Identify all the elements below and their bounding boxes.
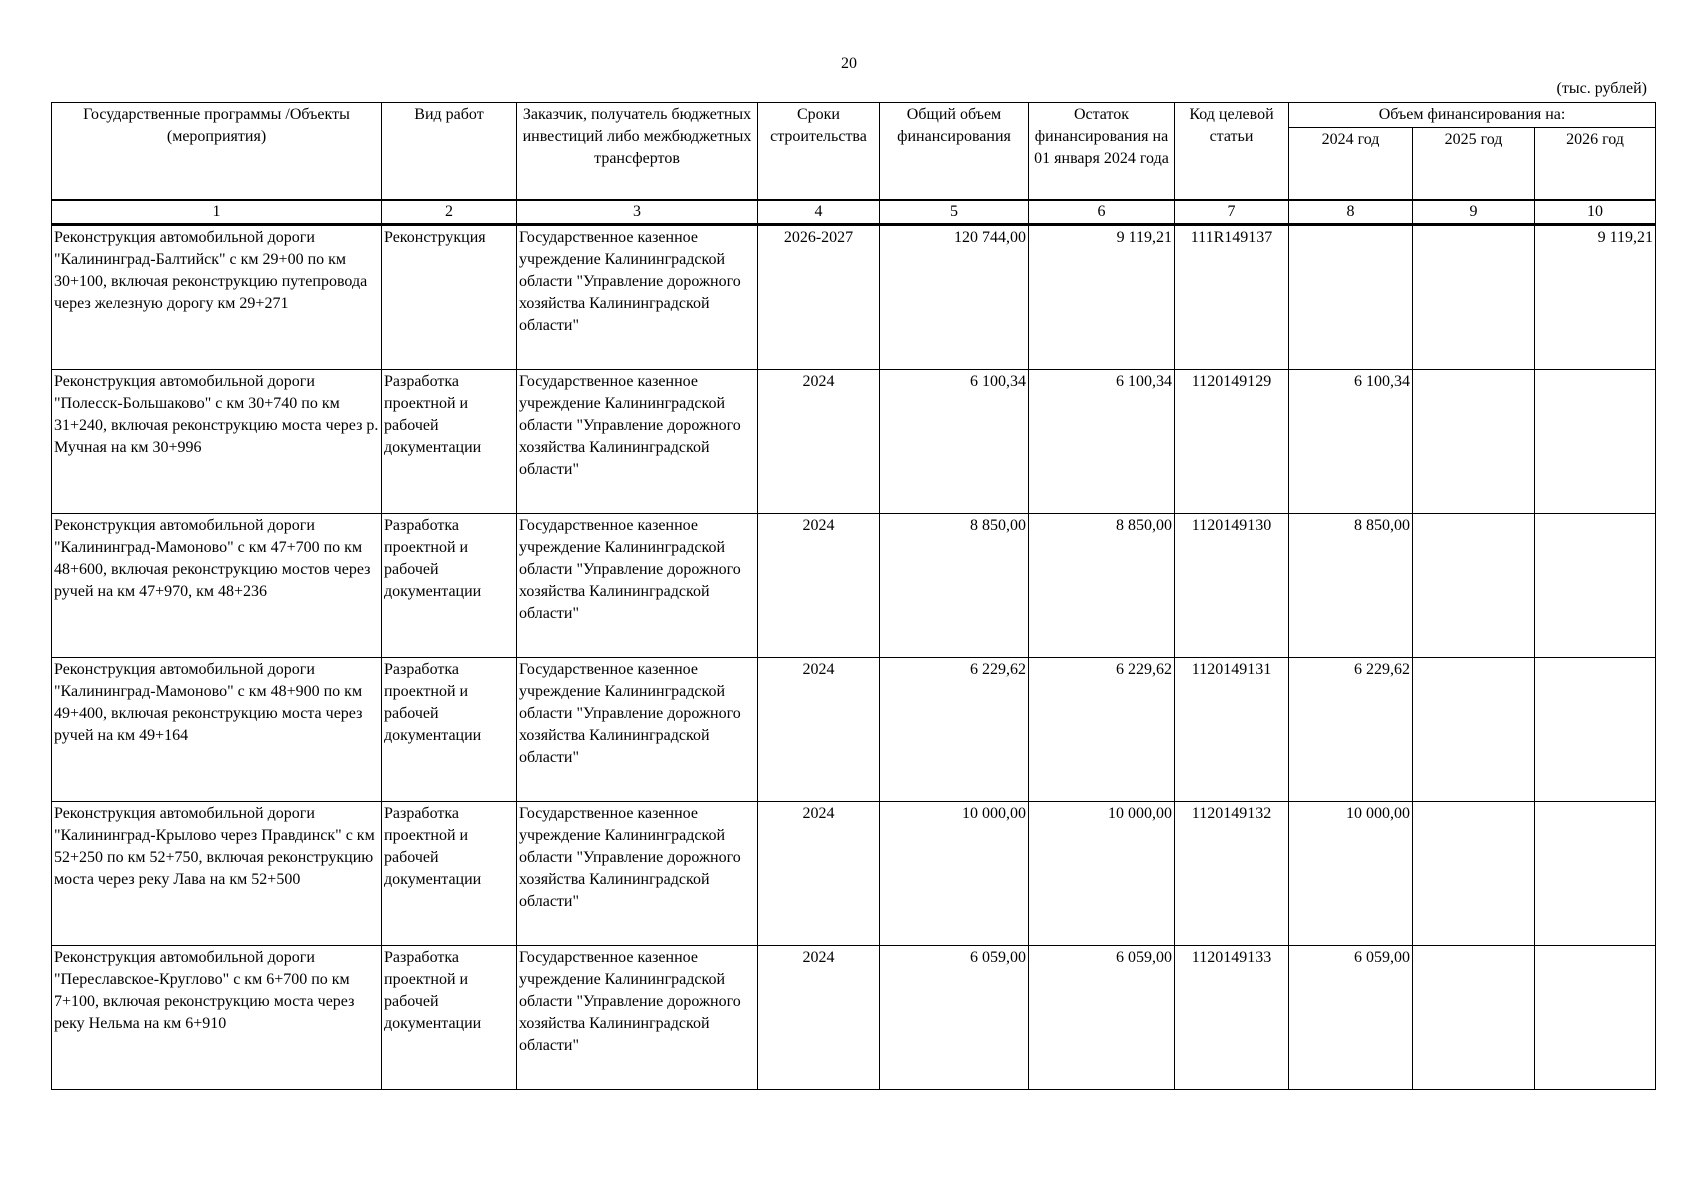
- remaining-cell: 6 059,00: [1029, 945, 1175, 1089]
- table-body: [52, 224, 1656, 1089]
- amount-2026-cell: [1535, 513, 1656, 657]
- code-cell: 1120149130: [1175, 513, 1289, 657]
- header-objects: Государственные программы /Объекты (мероприятия): [52, 103, 382, 200]
- work-type-cell: Разработка проектной и рабочей документации: [382, 513, 517, 657]
- total-cell: 6 059,00: [880, 945, 1029, 1089]
- total-cell: 120 744,00: [880, 224, 1029, 369]
- amount-2025-cell: [1413, 657, 1535, 801]
- column-number: 9: [1413, 200, 1535, 225]
- term-cell: 2024: [758, 513, 880, 657]
- amount-2024-cell: 6 100,34: [1289, 369, 1413, 513]
- remaining-cell: 10 000,00: [1029, 801, 1175, 945]
- work-type-cell: Реконструкция: [382, 224, 517, 369]
- code-cell: 1120149129: [1175, 369, 1289, 513]
- term-cell: 2024: [758, 801, 880, 945]
- object-cell: Реконструкция автомобильной дороги "Калининград-Балтийск" с км 29+00 по км 30+100, включая реконструкцию путепровода через железную дорогу км 29+271: [52, 224, 382, 369]
- customer-cell: Государственное казенное учреждение Калининградской области "Управление дорожного хозяйства Калининградской области": [517, 945, 758, 1089]
- code-cell: 1120149132: [1175, 801, 1289, 945]
- column-number: 10: [1535, 200, 1656, 225]
- table-row: [52, 801, 1656, 945]
- column-number-row: [52, 200, 1656, 225]
- header-customer: Заказчик, получатель бюджетных инвестиций либо межбюджетных трансфертов: [517, 103, 758, 200]
- total-cell: 8 850,00: [880, 513, 1029, 657]
- financing-table: [51, 102, 1656, 1090]
- header-remaining-financing: Остаток финансирования на 01 января 2024 года: [1029, 103, 1175, 200]
- amount-2025-cell: [1413, 513, 1535, 657]
- column-number: 7: [1175, 200, 1289, 225]
- amount-2025-cell: [1413, 945, 1535, 1089]
- work-type-cell: Разработка проектной и рабочей документации: [382, 369, 517, 513]
- amount-2024-cell: 6 229,62: [1289, 657, 1413, 801]
- table-row: [52, 657, 1656, 801]
- remaining-cell: 8 850,00: [1029, 513, 1175, 657]
- object-cell: Реконструкция автомобильной дороги "Калининград-Мамоново" с км 48+900 по км 49+400, включая реконструкцию моста через ручей на км 49+164: [52, 657, 382, 801]
- work-type-cell: Разработка проектной и рабочей документации: [382, 801, 517, 945]
- header-financing-group: Объем финансирования на:: [1289, 103, 1656, 128]
- term-cell: 2024: [758, 945, 880, 1089]
- term-cell: 2026-2027: [758, 224, 880, 369]
- amount-2026-cell: [1535, 945, 1656, 1089]
- header-year-2024: 2024 год: [1289, 128, 1413, 200]
- units-note: (тыс. рублей): [1556, 80, 1647, 97]
- column-number: 3: [517, 200, 758, 225]
- header-work-type: Вид работ: [382, 103, 517, 200]
- column-number: 5: [880, 200, 1029, 225]
- table-header: [52, 103, 1656, 225]
- total-cell: 6 229,62: [880, 657, 1029, 801]
- term-cell: 2024: [758, 657, 880, 801]
- code-cell: 111R149137: [1175, 224, 1289, 369]
- object-cell: Реконструкция автомобильной дороги "Калининград-Крылово через Правдинск" с км 52+250 по км 52+750, включая реконструкцию моста через реку Лава на км 52+500: [52, 801, 382, 945]
- header-total-financing: Общий объем финансирования: [880, 103, 1029, 200]
- table-row: [52, 945, 1656, 1089]
- object-cell: Реконструкция автомобильной дороги "Переславское-Круглово" с км 6+700 по км 7+100, включая реконструкцию моста через реку Нельма на км 6+910: [52, 945, 382, 1089]
- remaining-cell: 6 100,34: [1029, 369, 1175, 513]
- amount-2026-cell: 9 119,21: [1535, 224, 1656, 369]
- amount-2026-cell: [1535, 657, 1656, 801]
- customer-cell: Государственное казенное учреждение Калининградской области "Управление дорожного хозяйства Калининградской области": [517, 657, 758, 801]
- page-number: 20: [841, 55, 857, 72]
- amount-2024-cell: 6 059,00: [1289, 945, 1413, 1089]
- table-row: [52, 513, 1656, 657]
- work-type-cell: Разработка проектной и рабочей документации: [382, 945, 517, 1089]
- customer-cell: Государственное казенное учреждение Калининградской области "Управление дорожного хозяйства Калининградской области": [517, 801, 758, 945]
- amount-2024-cell: 8 850,00: [1289, 513, 1413, 657]
- header-construction-term: Сроки строительства: [758, 103, 880, 200]
- table-row: [52, 224, 1656, 369]
- total-cell: 6 100,34: [880, 369, 1029, 513]
- remaining-cell: 6 229,62: [1029, 657, 1175, 801]
- customer-cell: Государственное казенное учреждение Калининградской области "Управление дорожного хозяйства Калининградской области": [517, 369, 758, 513]
- term-cell: 2024: [758, 369, 880, 513]
- header-year-2025: 2025 год: [1413, 128, 1535, 200]
- amount-2025-cell: [1413, 224, 1535, 369]
- amount-2026-cell: [1535, 369, 1656, 513]
- amount-2024-cell: 10 000,00: [1289, 801, 1413, 945]
- amount-2024-cell: [1289, 224, 1413, 369]
- object-cell: Реконструкция автомобильной дороги "Полесск-Большаково" с км 30+740 по км 31+240, включая реконструкцию моста через р. Мучная на км 30+996: [52, 369, 382, 513]
- customer-cell: Государственное казенное учреждение Калининградской области "Управление дорожного хозяйства Калининградской области": [517, 513, 758, 657]
- amount-2026-cell: [1535, 801, 1656, 945]
- table-row: [52, 369, 1656, 513]
- header-target-code: Код целевой статьи: [1175, 103, 1289, 200]
- work-type-cell: Разработка проектной и рабочей документации: [382, 657, 517, 801]
- amount-2025-cell: [1413, 801, 1535, 945]
- column-number: 2: [382, 200, 517, 225]
- customer-cell: Государственное казенное учреждение Калининградской области "Управление дорожного хозяйства Калининградской области": [517, 224, 758, 369]
- header-year-2026: 2026 год: [1535, 128, 1656, 200]
- column-number: 1: [52, 200, 382, 225]
- column-number: 8: [1289, 200, 1413, 225]
- code-cell: 1120149131: [1175, 657, 1289, 801]
- amount-2025-cell: [1413, 369, 1535, 513]
- column-number: 6: [1029, 200, 1175, 225]
- code-cell: 1120149133: [1175, 945, 1289, 1089]
- remaining-cell: 9 119,21: [1029, 224, 1175, 369]
- total-cell: 10 000,00: [880, 801, 1029, 945]
- column-number: 4: [758, 200, 880, 225]
- object-cell: Реконструкция автомобильной дороги "Калининград-Мамоново" с км 47+700 по км 48+600, включая реконструкцию мостов через ручей на км 47+970, км 48+236: [52, 513, 382, 657]
